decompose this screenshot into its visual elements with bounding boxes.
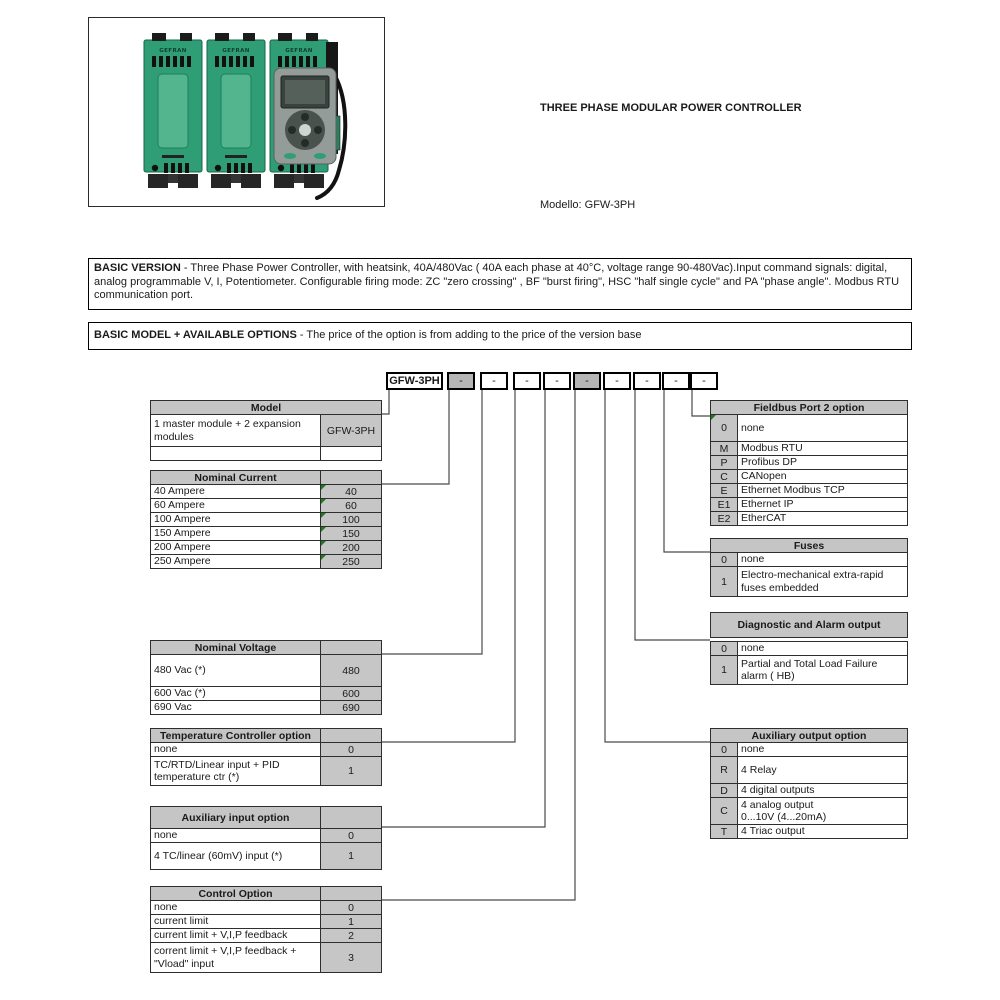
option-code: 0 bbox=[320, 829, 381, 842]
comment-marker-icon bbox=[321, 555, 326, 560]
table-row bbox=[711, 469, 907, 483]
table-rows bbox=[150, 484, 382, 569]
option-code: 0 bbox=[320, 901, 381, 914]
table-header-pad bbox=[320, 641, 381, 654]
option-label: 4 TC/linear (60mV) input (*) bbox=[154, 849, 283, 862]
option-code: 1 bbox=[320, 757, 381, 785]
option-code: R bbox=[711, 757, 738, 783]
basic-version-text: - Three Phase Power Controller, with heatsink, 40A/480Vac ( 40A each phase at 40°C, voltage range 90-480Vac).Input command signals: digital, analog programmable V, I, Potentiometer. Configurable firing mode: ZC "zero crossing" , BF "burst firing", HSC "half single cycle" and PA "phase angle". Modbus RTU communication port. bbox=[94, 262, 900, 301]
option-code: C bbox=[711, 470, 738, 483]
order-code-slot: - bbox=[662, 372, 690, 390]
option-label: 4 digital outputs bbox=[741, 784, 815, 797]
table-header-pad bbox=[320, 729, 381, 742]
table-title: Diagnostic and Alarm output bbox=[737, 619, 881, 631]
option-label: TC/RTD/Linear input + PID temperature ctr (*) bbox=[154, 758, 280, 783]
option-code bbox=[320, 447, 381, 460]
option-label: 690 Vac bbox=[154, 701, 192, 714]
option-code: D bbox=[711, 784, 738, 797]
table-row bbox=[711, 566, 907, 596]
order-code-slot: - bbox=[633, 372, 661, 390]
table-row bbox=[711, 511, 907, 525]
table-title: Temperature Controller option bbox=[160, 729, 311, 742]
basic-model-text: - The price of the option is from adding to the price of the version base bbox=[296, 329, 642, 342]
auxiliary-input-option-table bbox=[150, 806, 382, 870]
option-label: 1 master module + 2 expansion modules bbox=[154, 418, 301, 443]
option-label: Modbus RTU bbox=[741, 442, 803, 455]
option-code: T bbox=[711, 825, 738, 838]
option-label: 150 Ampere bbox=[154, 527, 211, 540]
fuses-table bbox=[710, 538, 908, 597]
option-code: C bbox=[711, 798, 738, 824]
table-row bbox=[151, 928, 381, 942]
option-code: 40 bbox=[320, 485, 381, 498]
table-row bbox=[711, 824, 907, 838]
table-row bbox=[151, 829, 381, 842]
table-header bbox=[710, 612, 908, 638]
order-code-slot: - bbox=[603, 372, 631, 390]
table-row bbox=[151, 498, 381, 512]
order-code-base: GFW-3PH bbox=[386, 372, 443, 390]
option-label: 40 Ampere bbox=[154, 485, 205, 498]
table-row bbox=[711, 756, 907, 783]
table-title: Auxiliary input option bbox=[181, 811, 290, 824]
comment-marker-icon bbox=[321, 499, 326, 504]
table-row bbox=[711, 415, 907, 441]
table-row bbox=[711, 797, 907, 824]
nominal-voltage-table bbox=[150, 640, 382, 715]
fieldbus-port2-option-table bbox=[710, 400, 908, 526]
option-label: 480 Vac (*) bbox=[154, 664, 206, 677]
option-label: Ethernet IP bbox=[741, 498, 794, 511]
comment-marker-icon bbox=[321, 485, 326, 490]
option-code: 480 bbox=[320, 655, 381, 686]
table-header bbox=[150, 728, 382, 743]
option-label: Electro-mechanical extra-rapid fuses embedded bbox=[741, 569, 884, 594]
model-table bbox=[150, 400, 382, 461]
table-title: Auxiliary output option bbox=[751, 729, 867, 742]
order-code-slot: - bbox=[543, 372, 571, 390]
table-row bbox=[151, 415, 381, 446]
table-title: Fuses bbox=[793, 539, 825, 552]
option-code: P bbox=[711, 456, 738, 469]
table-header bbox=[150, 640, 382, 655]
comment-marker-icon bbox=[321, 527, 326, 532]
product-photo: GEFRAN bbox=[89, 18, 382, 204]
option-label: 4 analog output 0...10V (4...20mA) bbox=[741, 798, 827, 823]
option-code: 1 bbox=[320, 843, 381, 869]
table-header bbox=[710, 538, 908, 553]
option-label: none bbox=[154, 743, 178, 756]
option-label: EtherCAT bbox=[741, 512, 787, 525]
option-label: 60 Ampere bbox=[154, 499, 205, 512]
table-row bbox=[711, 655, 907, 684]
table-header bbox=[150, 470, 382, 485]
option-code: 0 bbox=[711, 553, 738, 566]
table-title: Nominal Voltage bbox=[194, 641, 277, 654]
table-row bbox=[711, 642, 907, 655]
control-option-table bbox=[150, 886, 382, 973]
option-label: none bbox=[154, 829, 178, 842]
option-code: 0 bbox=[320, 743, 381, 756]
table-header-pad bbox=[320, 807, 381, 828]
table-row bbox=[711, 553, 907, 566]
option-label: none bbox=[741, 553, 765, 566]
option-label: current limit bbox=[154, 915, 209, 928]
table-header bbox=[710, 728, 908, 743]
table-title: Model bbox=[250, 401, 282, 414]
table-row bbox=[711, 483, 907, 497]
option-code: 3 bbox=[320, 943, 381, 972]
table-row bbox=[151, 914, 381, 928]
order-code-slot: - bbox=[690, 372, 718, 390]
option-code: E bbox=[711, 484, 738, 497]
table-row bbox=[151, 842, 381, 869]
table-rows bbox=[150, 742, 382, 786]
table-row bbox=[151, 655, 381, 686]
option-code: 1 bbox=[320, 915, 381, 928]
comment-marker-icon bbox=[321, 513, 326, 518]
table-rows bbox=[150, 900, 382, 973]
option-code: 150 bbox=[320, 527, 381, 540]
option-code: 0 bbox=[711, 642, 738, 655]
table-rows bbox=[150, 654, 382, 715]
option-label: corrent limit + V,I,P feedback + "Vload" input bbox=[154, 945, 297, 970]
option-code: GFW-3PH bbox=[320, 415, 381, 446]
table-header bbox=[150, 400, 382, 415]
option-code: 1 bbox=[711, 656, 738, 684]
table-row bbox=[151, 485, 381, 498]
option-label: 250 Ampere bbox=[154, 555, 211, 568]
table-row bbox=[151, 540, 381, 554]
option-code: 600 bbox=[320, 687, 381, 700]
order-code-slot: - bbox=[573, 372, 601, 390]
option-code: 200 bbox=[320, 541, 381, 554]
table-row bbox=[151, 756, 381, 785]
table-rows bbox=[150, 414, 382, 461]
table-row bbox=[151, 700, 381, 714]
table-rows bbox=[710, 552, 908, 597]
table-title: Fieldbus Port 2 option bbox=[753, 401, 865, 414]
table-rows bbox=[710, 641, 908, 685]
table-row bbox=[711, 783, 907, 797]
option-label bbox=[151, 447, 320, 460]
option-label: none bbox=[741, 743, 765, 756]
table-row bbox=[151, 942, 381, 972]
table-header-pad bbox=[320, 471, 381, 484]
table-header bbox=[710, 400, 908, 415]
table-row bbox=[151, 743, 381, 756]
option-code: 60 bbox=[320, 499, 381, 512]
table-row bbox=[151, 512, 381, 526]
table-rows bbox=[710, 414, 908, 526]
option-code: 2 bbox=[320, 929, 381, 942]
table-rows bbox=[710, 742, 908, 839]
option-label: Ethernet Modbus TCP bbox=[741, 484, 845, 497]
table-header bbox=[150, 806, 382, 829]
table-row bbox=[151, 446, 381, 460]
option-code: 690 bbox=[320, 701, 381, 714]
table-row bbox=[711, 441, 907, 455]
table-header bbox=[150, 886, 382, 901]
table-title: Nominal Current bbox=[194, 471, 277, 484]
table-title: Control Option bbox=[198, 887, 273, 900]
diagnostic-alarm-output-table bbox=[710, 612, 908, 685]
option-code: 0 bbox=[711, 415, 738, 441]
option-label: none bbox=[741, 642, 765, 655]
comment-marker-icon bbox=[321, 541, 326, 546]
table-row bbox=[151, 526, 381, 540]
option-code: 100 bbox=[320, 513, 381, 526]
table-row bbox=[151, 554, 381, 568]
option-label: 100 Ampere bbox=[154, 513, 211, 526]
table-row bbox=[711, 455, 907, 469]
table-rows bbox=[150, 828, 382, 870]
nominal-current-table bbox=[150, 470, 382, 569]
option-label: none bbox=[741, 421, 765, 434]
option-label: CANopen bbox=[741, 470, 787, 483]
option-code: 250 bbox=[320, 555, 381, 568]
comment-marker-icon bbox=[711, 415, 716, 420]
table-header-pad bbox=[320, 887, 381, 900]
option-label: 600 Vac (*) bbox=[154, 687, 206, 700]
model-subtitle: Modello: GFW-3PH bbox=[540, 199, 636, 211]
option-code: 1 bbox=[711, 567, 738, 596]
option-label: 4 Triac output bbox=[741, 825, 805, 838]
table-row bbox=[711, 743, 907, 756]
option-label: current limit + V,I,P feedback bbox=[154, 929, 288, 942]
option-code: 0 bbox=[711, 743, 738, 756]
option-code: M bbox=[711, 442, 738, 455]
auxiliary-output-option-table bbox=[710, 728, 908, 839]
option-label: 4 Relay bbox=[741, 763, 777, 776]
option-code: E2 bbox=[711, 512, 738, 525]
option-label: none bbox=[154, 901, 178, 914]
table-row bbox=[711, 497, 907, 511]
table-row bbox=[151, 686, 381, 700]
option-code: E1 bbox=[711, 498, 738, 511]
option-label: Partial and Total Load Failure alarm ( HB) bbox=[741, 657, 878, 682]
table-row bbox=[151, 901, 381, 914]
option-label: Profibus DP bbox=[741, 456, 798, 469]
order-code-slot: - bbox=[513, 372, 541, 390]
page-title: THREE PHASE MODULAR POWER CONTROLLER bbox=[540, 102, 802, 114]
basic-version-label: BASIC VERSION bbox=[94, 262, 181, 274]
temperature-controller-option-table bbox=[150, 728, 382, 786]
basic-model-label: BASIC MODEL + AVAILABLE OPTIONS bbox=[94, 329, 297, 342]
option-label: 200 Ampere bbox=[154, 541, 211, 554]
order-code-slot: - bbox=[447, 372, 475, 390]
order-code-slot: - bbox=[480, 372, 508, 390]
